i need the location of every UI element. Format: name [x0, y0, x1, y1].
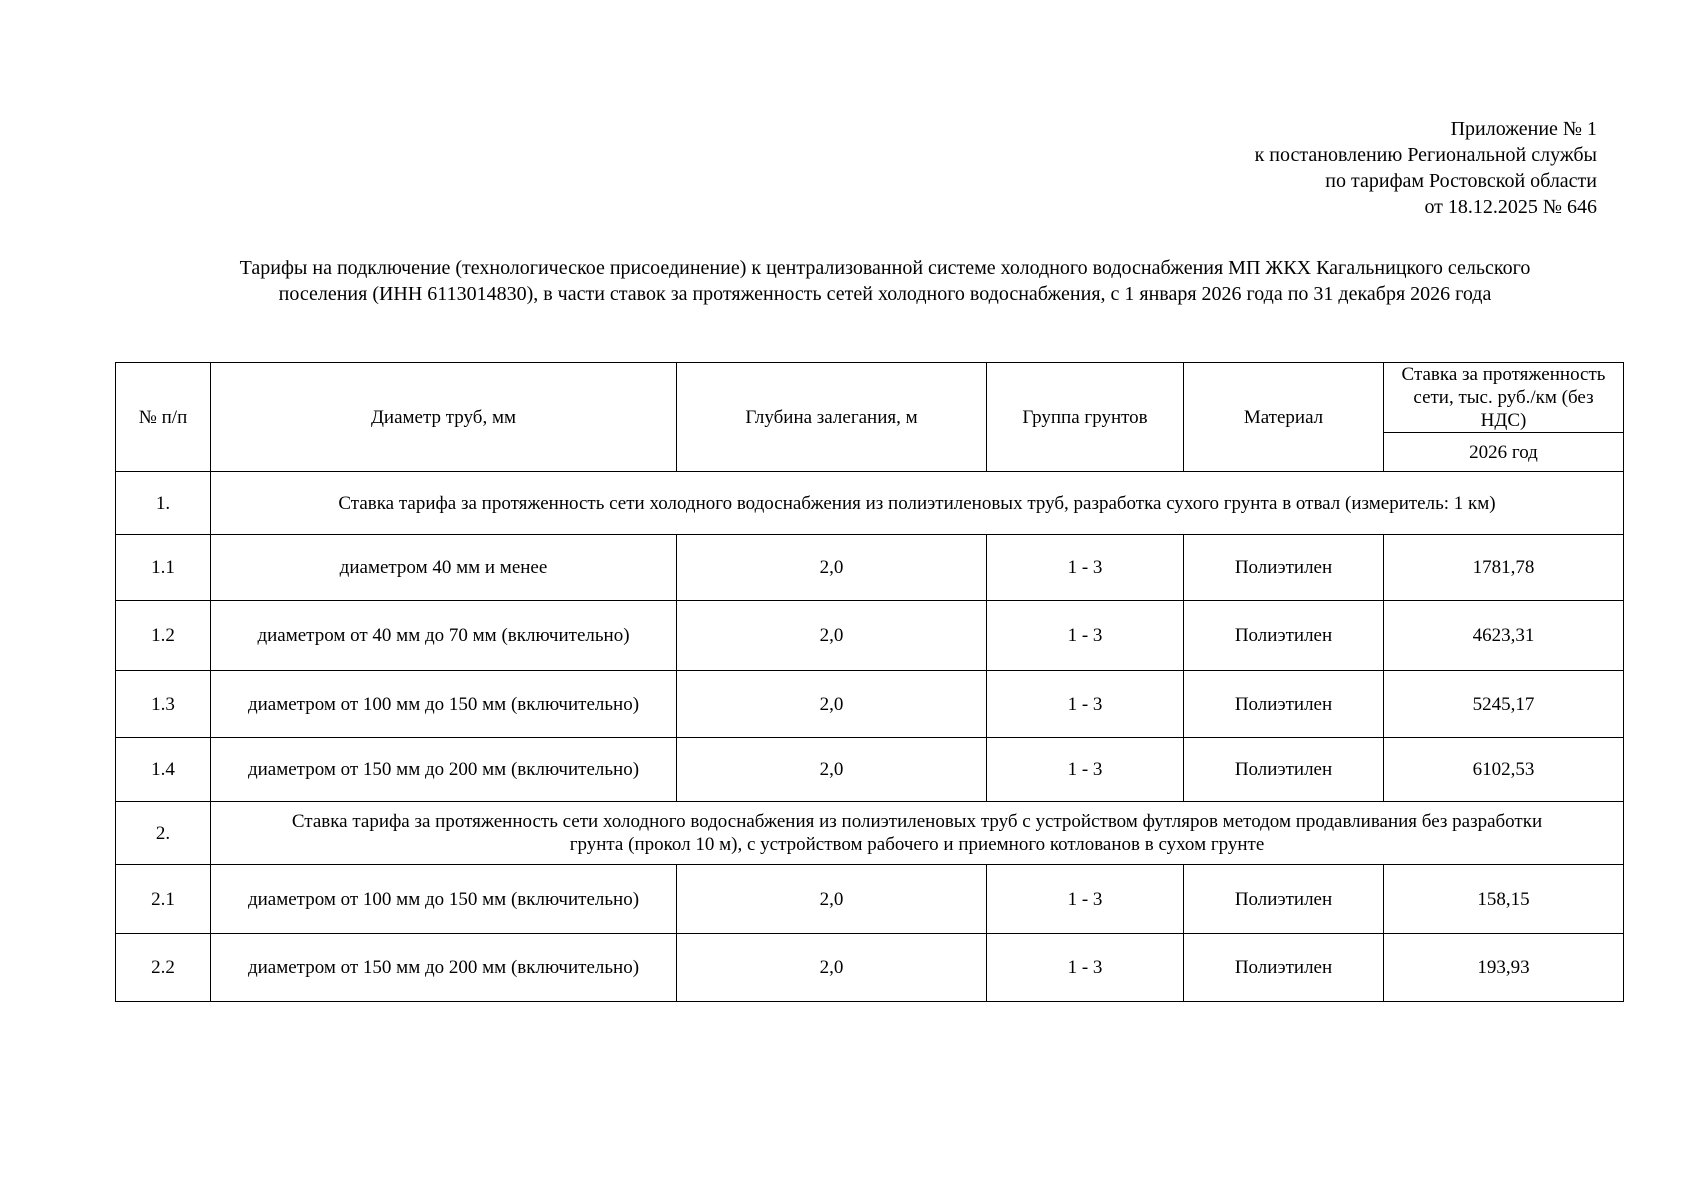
header-diameter: Диаметр труб, мм [211, 363, 677, 472]
section-num: 1. [116, 472, 211, 535]
cell-soil-group: 1 - 3 [987, 738, 1184, 802]
appendix-number: Приложение № 1 [1450, 118, 1597, 140]
header-soil-group: Группа грунтов [987, 363, 1184, 472]
header-num: № п/п [116, 363, 211, 472]
cell-material: Полиэтилен [1184, 738, 1384, 802]
cell-soil-group: 1 - 3 [987, 535, 1184, 601]
cell-rate: 5245,17 [1384, 671, 1624, 738]
document-title-line-1: Тарифы на подключение (технологическое присоединение) к централизованной системе холодного водоснабжения МП ЖКХ Кагальницкого сельского [239, 257, 1531, 279]
cell-depth: 2,0 [677, 601, 987, 671]
appendix-authority: по тарифам Ростовской области [1325, 170, 1597, 192]
cell-soil-group: 1 - 3 [987, 865, 1184, 934]
cell-depth: 2,0 [677, 934, 987, 1002]
table-row [116, 865, 1624, 934]
table-header-row [116, 363, 1624, 433]
table-row [116, 671, 1624, 738]
document-title-line-2: поселения (ИНН 6113014830), в части ставок за протяженность сетей холодного водоснабжения, с 1 января 2026 года по 31 декабря 2026 года [278, 283, 1492, 305]
cell-diameter: диаметром от 150 мм до 200 мм (включительно) [211, 738, 677, 802]
cell-depth: 2,0 [677, 535, 987, 601]
cell-material: Полиэтилен [1184, 601, 1384, 671]
cell-diameter: диаметром от 100 мм до 150 мм (включительно) [211, 671, 677, 738]
section-num: 2. [116, 802, 211, 865]
table-row [116, 738, 1624, 802]
cell-diameter: диаметром от 40 мм до 70 мм (включительно) [211, 601, 677, 671]
tariff-table [115, 362, 1624, 1002]
cell-rate: 6102,53 [1384, 738, 1624, 802]
cell-rate: 1781,78 [1384, 535, 1624, 601]
cell-num: 2.1 [116, 865, 211, 934]
cell-depth: 2,0 [677, 671, 987, 738]
appendix-block [1255, 116, 1597, 220]
header-depth: Глубина залегания, м [677, 363, 987, 472]
cell-diameter: диаметром от 100 мм до 150 мм (включительно) [211, 865, 677, 934]
cell-diameter: диаметром от 150 мм до 200 мм (включительно) [211, 934, 677, 1002]
header-rate: Ставка за протяженность сети, тыс. руб./км (без НДС) [1384, 363, 1624, 433]
table-row [116, 934, 1624, 1002]
section-title [211, 802, 1624, 865]
cell-rate: 193,93 [1384, 934, 1624, 1002]
section-title: Ставка тарифа за протяженность сети холодного водоснабжения из полиэтиленовых труб, разработка сухого грунта в отвал (измеритель: 1 км) [211, 472, 1624, 535]
appendix-resolution: к постановлению Региональной службы [1254, 144, 1597, 166]
cell-num: 1.1 [116, 535, 211, 601]
document-title [140, 255, 1630, 307]
table-row [116, 535, 1624, 601]
table-row [116, 601, 1624, 671]
appendix-date: от 18.12.2025 № 646 [1424, 196, 1597, 218]
cell-soil-group: 1 - 3 [987, 671, 1184, 738]
cell-depth: 2,0 [677, 738, 987, 802]
cell-num: 2.2 [116, 934, 211, 1002]
cell-material: Полиэтилен [1184, 934, 1384, 1002]
section-title-line-2: грунта (прокол 10 м), с устройством рабочего и приемного котлованов в сухом грунте [569, 834, 1265, 855]
cell-soil-group: 1 - 3 [987, 934, 1184, 1002]
cell-rate: 158,15 [1384, 865, 1624, 934]
cell-num: 1.3 [116, 671, 211, 738]
header-material: Материал [1184, 363, 1384, 472]
cell-num: 1.2 [116, 601, 211, 671]
cell-diameter: диаметром 40 мм и менее [211, 535, 677, 601]
section-row [116, 802, 1624, 865]
cell-material: Полиэтилен [1184, 671, 1384, 738]
cell-soil-group: 1 - 3 [987, 601, 1184, 671]
section-title-line-1: Ставка тарифа за протяженность сети холодного водоснабжения из полиэтиленовых труб с устройством футляров методом продавливания без разработки [291, 811, 1543, 832]
cell-depth: 2,0 [677, 865, 987, 934]
cell-rate: 4623,31 [1384, 601, 1624, 671]
section-row [116, 472, 1624, 535]
header-year: 2026 год [1384, 433, 1624, 472]
cell-material: Полиэтилен [1184, 865, 1384, 934]
cell-material: Полиэтилен [1184, 535, 1384, 601]
cell-num: 1.4 [116, 738, 211, 802]
